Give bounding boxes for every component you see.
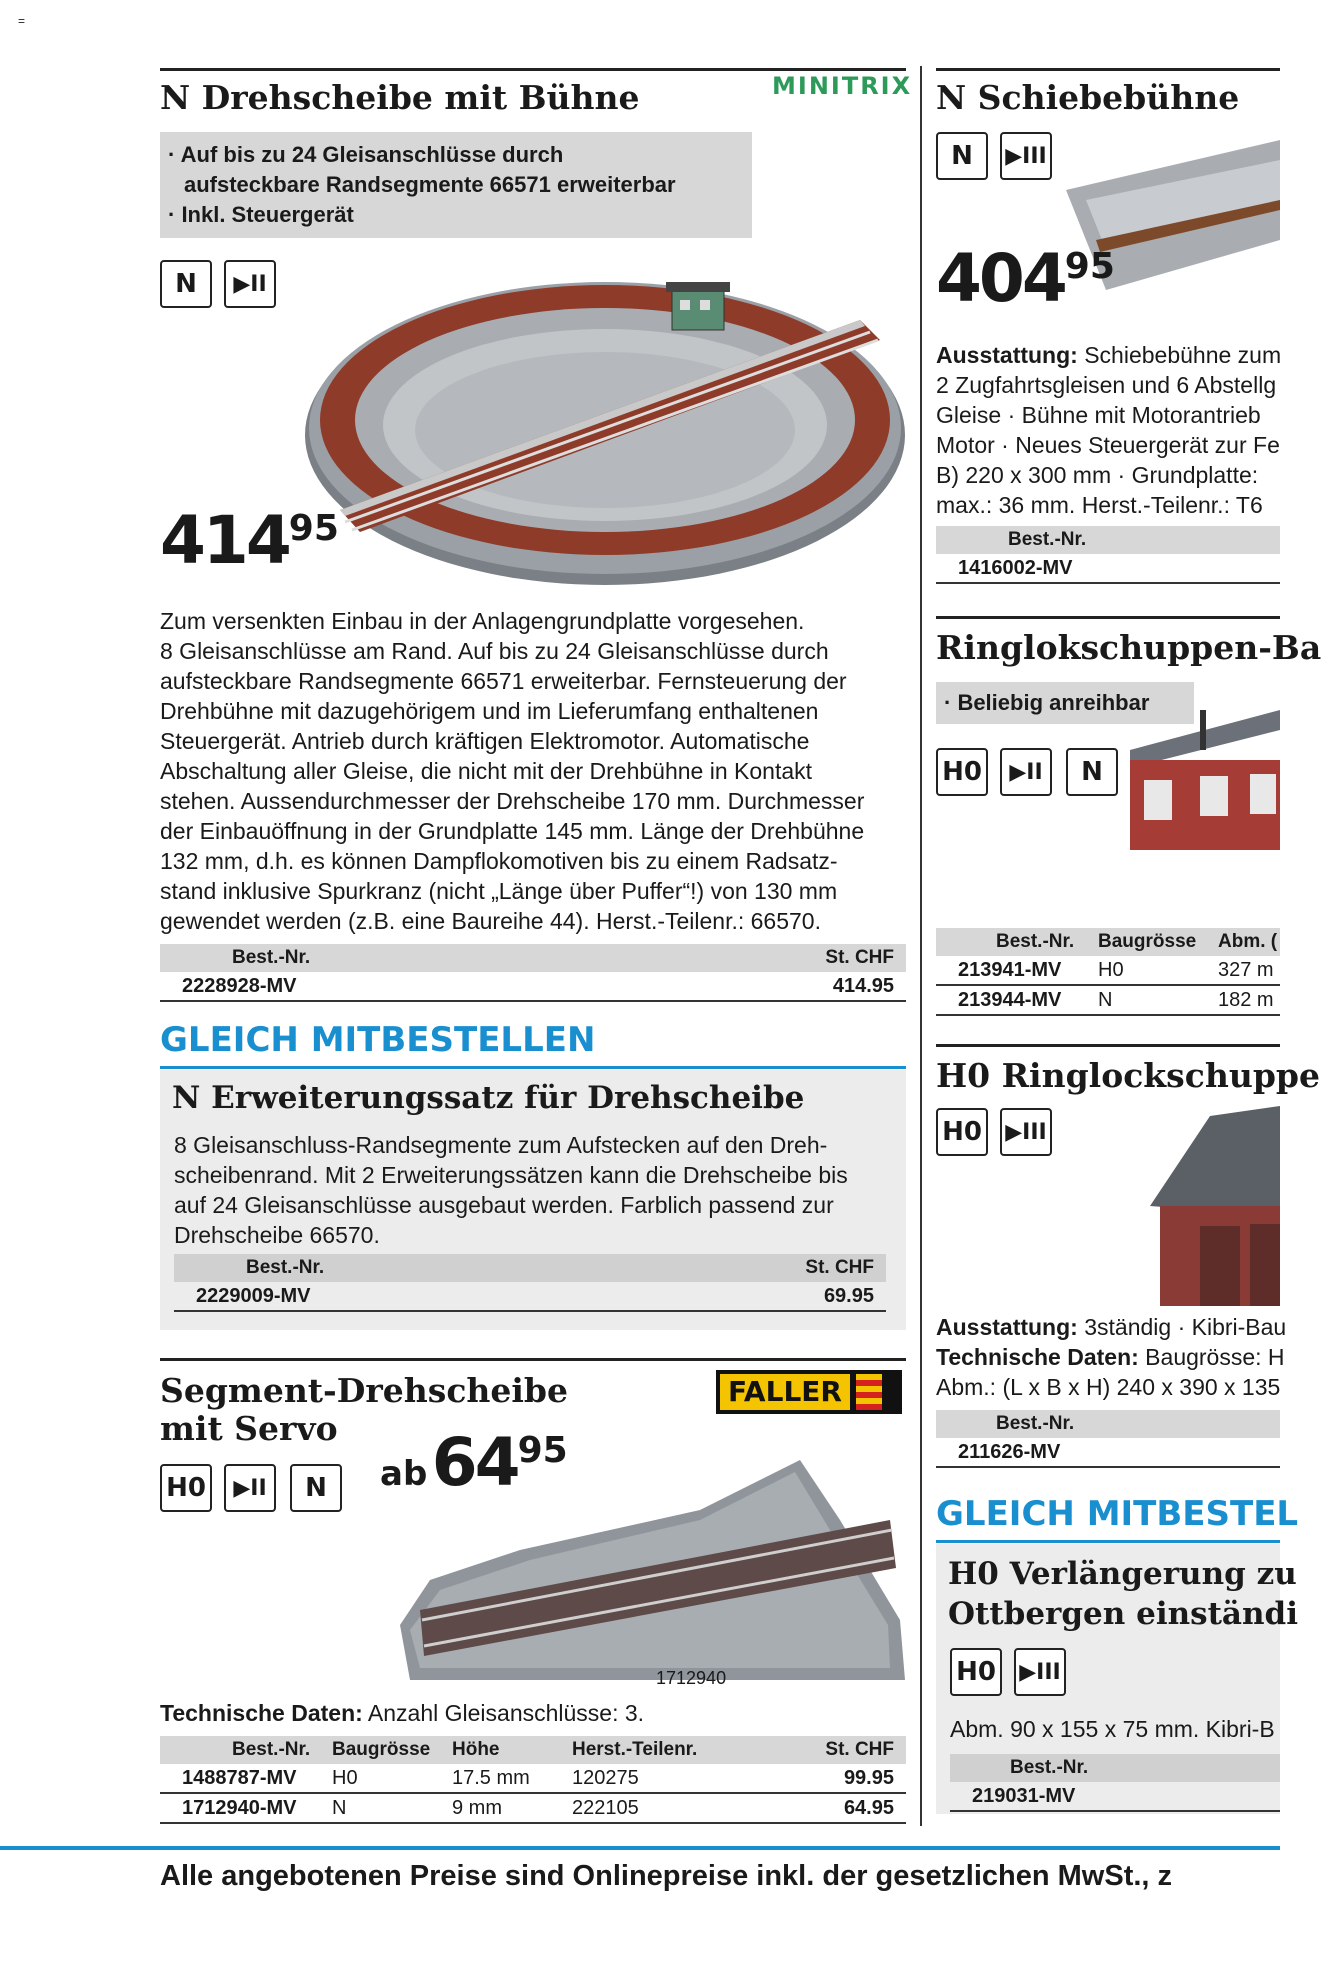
- turntable-image: [300, 260, 910, 590]
- order-table-segment: [160, 1736, 906, 1824]
- desc-line: stehen. Aussendurchmesser der Drehscheibe 170 mm. Durchmesser: [160, 788, 865, 814]
- product-title: N Drehscheibe mit Bühne: [160, 78, 640, 117]
- desc-line: aufsteckbare Randsegmente 66571 erweiterbar. Fernsteuerung der: [160, 668, 847, 694]
- col-price: St. CHF: [825, 1739, 894, 1760]
- desc-line: 2 Zugfahrtsgleisen und 6 Abstellg: [936, 372, 1277, 398]
- order-number[interactable]: 1488787-MV: [182, 1767, 297, 1789]
- section-rule: [160, 1358, 906, 1361]
- segment-turntable-image: [400, 1450, 910, 1690]
- badge-scale-h0: H0: [936, 748, 988, 796]
- product-title: N Schiebebühne: [936, 78, 1240, 117]
- table-header: [936, 1410, 1280, 1438]
- order-table-accessory: [174, 1254, 886, 1312]
- traverser-description: [936, 340, 1280, 520]
- col-order-no: Best.-Nr.: [996, 931, 1075, 952]
- badge-digital: ▶III: [1000, 132, 1052, 180]
- faller-wordmark: FALLER: [720, 1374, 850, 1410]
- col-order-no: Best.-Nr.: [246, 1257, 325, 1278]
- price-turntable: [160, 502, 339, 579]
- badge-digital: ▶II: [224, 1464, 276, 1512]
- table-header: [160, 944, 906, 972]
- price-traverser: [936, 240, 1115, 317]
- badge-scale-h0: H0: [160, 1464, 212, 1512]
- table-row[interactable]: [936, 1438, 1280, 1468]
- desc-line: scheibenrand. Mit 2 Erweiterungssätzen kann die Drehscheibe bis: [174, 1162, 848, 1188]
- col-order-no: Best.-Nr.: [232, 947, 311, 968]
- table-row[interactable]: [160, 972, 906, 1002]
- order-number[interactable]: 211626-MV: [958, 1441, 1061, 1463]
- accessory-box: [936, 1544, 1298, 1814]
- col-order-no: Best.-Nr.: [232, 1739, 311, 1760]
- order-table-shed: [936, 928, 1280, 1016]
- order-with-heading: GLEICH MITBESTEL: [936, 1494, 1299, 1534]
- image-caption: 1712940: [656, 1668, 727, 1688]
- feature-box: [160, 132, 752, 238]
- tech-text: Anzahl Gleisanschlüsse: 3.: [362, 1700, 645, 1726]
- desc-label: Ausstattung:: [936, 342, 1078, 368]
- tech-label: Technische Daten:: [936, 1344, 1139, 1370]
- order-with-heading: GLEICH MITBESTELLEN: [160, 1020, 596, 1060]
- feature-bullet-2: · Inkl. Steuergerät: [168, 202, 354, 227]
- scale: H0: [332, 1767, 358, 1789]
- row-price: 414.95: [832, 975, 894, 997]
- tech-data: [160, 1700, 644, 1727]
- row-price: 99.95: [843, 1767, 894, 1789]
- h0shed-image: [1150, 1106, 1280, 1306]
- eq-label: Ausstattung:: [936, 1314, 1078, 1340]
- product-title: Ringlokschuppen-Ba: [936, 628, 1321, 667]
- price-main: 414: [160, 502, 289, 579]
- desc-line: Abschaltung aller Gleise, die nicht mit der Drehbühne in Kontakt: [160, 758, 813, 784]
- desc-line: Drehbühne mit dazugehörigem und im Lieferumfang enthaltenen: [160, 698, 819, 724]
- footer-note: Alle angebotenen Preise sind Onlinepreise inkl. der gesetzlichen MwSt., z: [160, 1860, 1173, 1892]
- badge-digital: ▶II: [1000, 748, 1052, 796]
- blue-rule: [160, 1066, 906, 1069]
- badge-scale-n: N: [290, 1464, 342, 1512]
- order-table-accessory: [950, 1754, 1280, 1812]
- section-rule: [160, 68, 906, 71]
- desc-line: Steuergerät. Antrieb durch kräftigen Elektromotor. Automatische: [160, 728, 810, 754]
- turntable-description: [160, 606, 906, 936]
- badge-digital: ▶II: [224, 260, 276, 308]
- table-row[interactable]: [160, 1794, 906, 1824]
- tech-label: Technische Daten:: [160, 1700, 363, 1726]
- col-order-no: Best.-Nr.: [1008, 529, 1087, 550]
- scale: N: [332, 1797, 347, 1819]
- order-number[interactable]: 213944-MV: [958, 989, 1062, 1011]
- product-title: H0 Ringlockschuppe: [936, 1056, 1320, 1095]
- badge-scale-h0: H0: [950, 1648, 1002, 1696]
- badge-scale-h0: H0: [936, 1108, 988, 1156]
- accessory-text: Abm. 90 x 155 x 75 mm. Kibri-B: [950, 1716, 1275, 1742]
- col-scale: Baugrösse: [1098, 931, 1197, 952]
- desc-line: Zum versenkten Einbau in der Anlagengrundplatte vorgesehen.: [160, 608, 805, 634]
- col-order-no: Best.-Nr.: [996, 1413, 1075, 1434]
- desc-line: gewendet werden (z.B. eine Baureihe 44). Herst.-Teilenr.: 66570.: [160, 908, 821, 934]
- badge-scale-n: N: [936, 132, 988, 180]
- section-rule: [936, 616, 1280, 619]
- scale: N: [1098, 989, 1113, 1011]
- desc-line: stand inklusive Spurkranz (nicht „Länge über Puffer“!) von 130 mm: [160, 878, 838, 904]
- height: 17.5 mm: [452, 1767, 530, 1789]
- title-line: Segment-Drehscheibe: [160, 1371, 569, 1410]
- brand-logo-faller: [716, 1370, 902, 1414]
- scale: H0: [1098, 959, 1124, 981]
- badge-digital: ▶III: [1000, 1108, 1052, 1156]
- row-price: 69.95: [823, 1285, 874, 1307]
- col-height: Höhe: [452, 1739, 500, 1760]
- table-row[interactable]: [160, 1764, 906, 1794]
- feature-bullet-1-cont: aufsteckbare Randsegmente 66571 erweiterbar: [184, 172, 676, 197]
- table-header: [950, 1754, 1280, 1782]
- price-main: 404: [936, 240, 1065, 317]
- table-header: [174, 1254, 886, 1282]
- table-row[interactable]: [950, 1782, 1280, 1812]
- tech-text: Baugrösse: H: [1138, 1344, 1285, 1370]
- title-line: H0 Verlängerung zu: [948, 1556, 1297, 1592]
- badge-scale-n: N: [160, 260, 212, 308]
- order-number[interactable]: 2229009-MV: [196, 1285, 311, 1307]
- desc-line: Motor · Neues Steuergerät zur Fe: [936, 432, 1280, 458]
- order-number[interactable]: 213941-MV: [958, 959, 1062, 981]
- desc-line: der Einbauöffnung in der Grundplatte 145 mm. Länge der Drehbühne: [160, 818, 865, 844]
- price-cents: 95: [288, 508, 339, 549]
- col-order-no: Best.-Nr.: [1010, 1757, 1089, 1778]
- top-marker: =: [18, 14, 26, 28]
- order-number[interactable]: 1416002-MV: [958, 557, 1073, 579]
- desc-line: Drehscheibe 66570.: [174, 1222, 380, 1248]
- col-dimensions: Abm. (: [1218, 931, 1278, 952]
- price-cents: 95: [1064, 246, 1115, 287]
- dim-text: Abm.: (L x B x H) 240 x 390 x 135: [936, 1374, 1281, 1400]
- table-row[interactable]: [936, 956, 1280, 986]
- order-number[interactable]: 1712940-MV: [182, 1797, 297, 1819]
- table-header: [936, 928, 1280, 956]
- accessory-box: [160, 1070, 906, 1330]
- order-number[interactable]: 2228928-MV: [182, 975, 297, 997]
- col-part-no: Herst.-Teilenr.: [572, 1739, 698, 1760]
- brand-logo-minitrix: MINITRIX: [772, 72, 913, 100]
- accessory-description: [174, 1130, 848, 1250]
- part-no: 222105: [572, 1797, 639, 1819]
- section-rule: [936, 1044, 1280, 1047]
- part-no: 120275: [572, 1767, 639, 1789]
- desc-line: B) 220 x 300 mm · Grundplatte:: [936, 462, 1259, 488]
- feature-bullet-1: · Auf bis zu 24 Gleisanschlüsse durch: [168, 142, 564, 167]
- price-prefix: ab: [380, 1454, 428, 1494]
- footer-rule: [0, 1846, 1280, 1850]
- title-line: Ottbergen einständi: [948, 1596, 1298, 1632]
- desc-line: auf 24 Gleisanschlüsse ausgebaut werden. Farblich passend zur: [174, 1192, 834, 1218]
- col-price: St. CHF: [825, 947, 894, 968]
- badge-scale-n: N: [1066, 748, 1118, 796]
- accessory-title: N Erweiterungssatz für Drehscheibe: [172, 1080, 805, 1116]
- h0shed-description: [936, 1312, 1287, 1402]
- desc-line: 8 Gleisanschluss-Randsegmente zum Aufstecken auf den Dreh-: [174, 1132, 828, 1158]
- desc-line: Schiebebühne zum: [1077, 342, 1282, 368]
- dimensions: 182 m: [1218, 989, 1274, 1011]
- table-row[interactable]: [936, 554, 1280, 584]
- section-rule: [936, 68, 1280, 71]
- accessory-title: [948, 1554, 1298, 1634]
- faller-stripes: [856, 1374, 882, 1410]
- desc-line: 132 mm, d.h. es können Dampflokomotiven bis zu einem Radsatz-: [160, 848, 838, 874]
- order-table-h0shed: [936, 1410, 1280, 1468]
- row-price: 64.95: [843, 1797, 894, 1819]
- col-scale: Baugrösse: [332, 1739, 431, 1760]
- price-cents: 95: [517, 1430, 568, 1471]
- table-row[interactable]: [174, 1282, 886, 1312]
- title-line: mit Servo: [160, 1409, 338, 1448]
- desc-line: Gleise · Bühne mit Motorantrieb: [936, 402, 1261, 428]
- shed-image: [1130, 690, 1280, 860]
- order-table-traverser: [936, 526, 1280, 584]
- order-table-turntable: [160, 944, 906, 1002]
- desc-line: 8 Gleisanschlüsse am Rand. Auf bis zu 24 Gleisanschlüsse durch: [160, 638, 829, 664]
- col-price: St. CHF: [805, 1257, 874, 1278]
- desc-line: max.: 36 mm. Herst.-Teilenr.: T6: [936, 492, 1263, 518]
- price-main: 64: [431, 1424, 518, 1501]
- column-divider: [920, 66, 922, 1826]
- badge-digital: ▶III: [1014, 1648, 1066, 1696]
- feature-bullet: · Beliebig anreihbar: [944, 690, 1150, 715]
- blue-rule: [936, 1540, 1280, 1543]
- eq-text: 3ständig · Kibri-Bau: [1077, 1314, 1287, 1340]
- table-row[interactable]: [936, 986, 1280, 1016]
- order-number[interactable]: 219031-MV: [972, 1785, 1076, 1807]
- table-header: [936, 526, 1280, 554]
- height: 9 mm: [452, 1797, 502, 1819]
- table-header: [160, 1736, 906, 1764]
- dimensions: 327 m: [1218, 959, 1274, 981]
